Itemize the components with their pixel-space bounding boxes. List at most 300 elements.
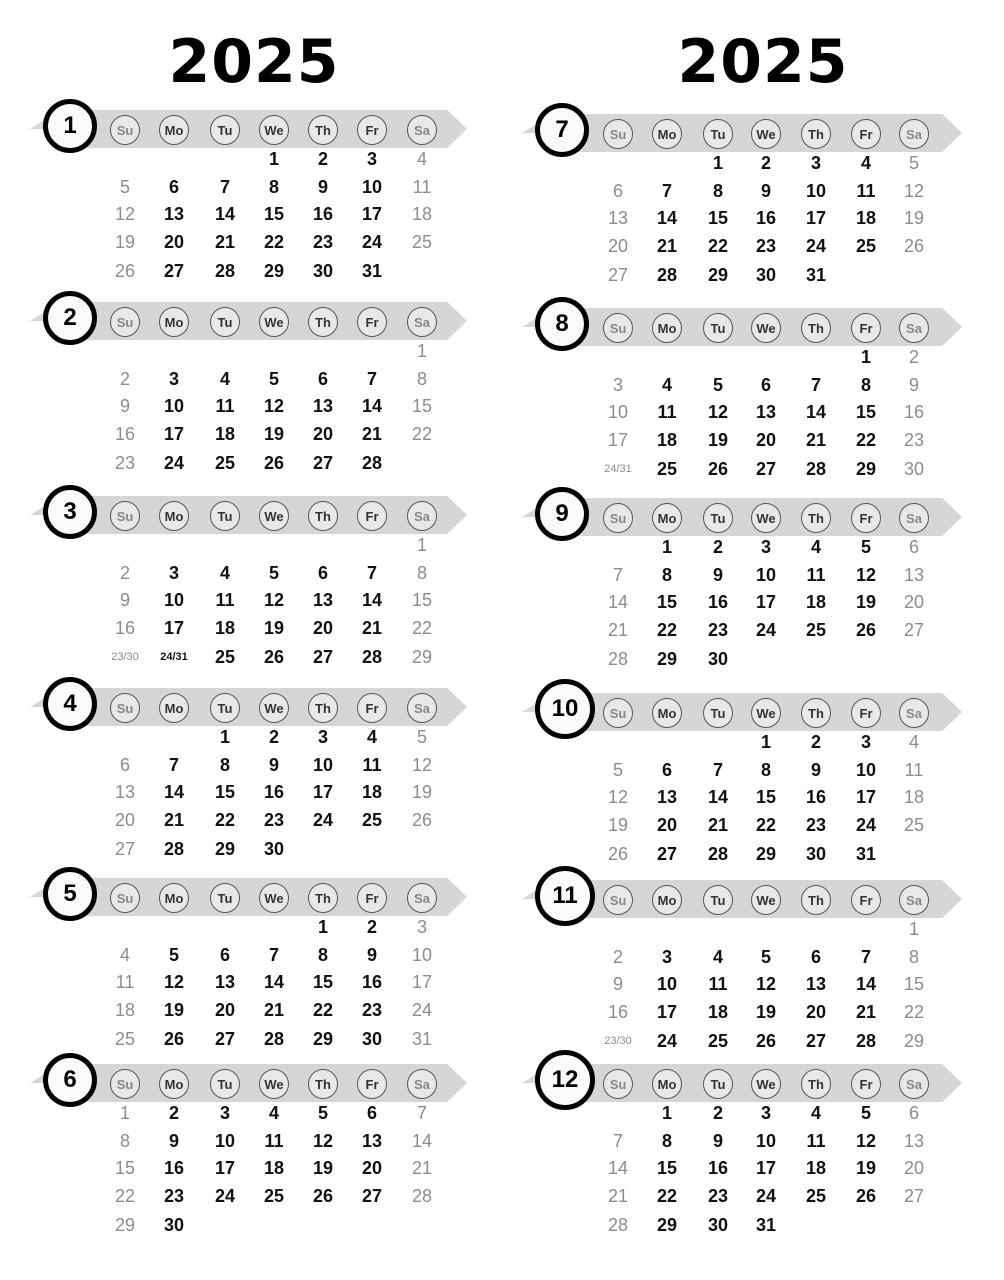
day-cell: 6: [760, 375, 771, 395]
day-cell: 2: [119, 369, 130, 389]
day-cell: 11: [264, 1131, 284, 1151]
day-cell: 16: [805, 787, 827, 807]
day-cell: 24: [805, 236, 827, 256]
day-cell: 8: [760, 760, 771, 780]
day-cell: 19: [755, 1002, 777, 1022]
day-cell: 4: [810, 1103, 821, 1123]
day-cell: 22: [214, 810, 236, 830]
day-cell: 3: [366, 149, 377, 169]
day-cell: 18: [805, 1158, 827, 1178]
day-header-tu: Tu: [703, 698, 733, 728]
day-cell: 29: [656, 649, 678, 669]
day-header-we: We: [259, 115, 289, 145]
day-header-fr: Fr: [357, 501, 387, 531]
day-cell: 31: [755, 1215, 777, 1235]
day-cell: 20: [114, 810, 136, 830]
day-cell: 14: [361, 396, 383, 416]
day-cell: 19: [263, 424, 285, 444]
day-header-we: We: [259, 883, 289, 913]
day-cell: 17: [805, 208, 827, 228]
day-cell: 3: [760, 537, 771, 557]
day-cell: 29: [903, 1031, 925, 1051]
day-cell: 19: [114, 232, 136, 252]
day-cell: 26: [114, 261, 136, 281]
day-cell: 7: [416, 1103, 427, 1123]
day-header-we: We: [259, 307, 289, 337]
day-cell: 24: [214, 1186, 236, 1206]
day-cell: 5: [712, 375, 723, 395]
day-header-fr: Fr: [357, 307, 387, 337]
day-cell: 4: [860, 153, 871, 173]
day-cell: 8: [712, 181, 723, 201]
day-cell: 5: [860, 1103, 871, 1123]
day-cell: 29: [855, 459, 877, 479]
day-cell: 15: [263, 204, 285, 224]
day-header-sa: Sa: [899, 313, 929, 343]
day-cell: 6: [612, 181, 623, 201]
day-cell: 17: [163, 618, 185, 638]
day-cell: 25: [361, 810, 383, 830]
month-number-badge: 2: [43, 291, 97, 345]
month-4: [0, 678, 502, 868]
day-cell: 28: [411, 1186, 433, 1206]
day-cell: 28: [263, 1029, 285, 1049]
day-cell: 24: [361, 232, 383, 252]
day-header-su: Su: [603, 119, 633, 149]
day-cell: 10: [214, 1131, 236, 1151]
day-cell: 21: [855, 1002, 877, 1022]
day-header-mo: Mo: [159, 1069, 189, 1099]
day-cell: 15: [755, 787, 777, 807]
year-title-left: 2025: [168, 27, 340, 97]
day-cell: 18: [263, 1158, 285, 1178]
day-header-fr: Fr: [357, 883, 387, 913]
day-cell: 30: [707, 649, 729, 669]
day-header-tu: Tu: [703, 1069, 733, 1099]
day-header-th: Th: [801, 503, 831, 533]
day-cell: 10: [361, 177, 383, 197]
day-cell: 28: [361, 647, 383, 667]
month-1: [0, 100, 502, 290]
day-cell: 7: [712, 760, 723, 780]
day-header-tu: Tu: [210, 307, 240, 337]
day-cell: 29: [755, 844, 777, 864]
day-cell: 20: [163, 232, 185, 252]
day-cell: 16: [263, 782, 285, 802]
day-header-su: Su: [603, 885, 633, 915]
day-header-we: We: [751, 885, 781, 915]
day-cell: 13: [903, 1131, 925, 1151]
day-cell: 5: [908, 153, 919, 173]
day-cell: 2: [908, 347, 919, 367]
day-cell: 25: [114, 1029, 136, 1049]
day-cell: 16: [755, 208, 777, 228]
day-cell: 15: [114, 1158, 136, 1178]
day-cell: 1: [661, 537, 672, 557]
day-header-tu: Tu: [703, 313, 733, 343]
day-header-fr: Fr: [851, 885, 881, 915]
day-cell: 26: [755, 1031, 777, 1051]
day-cell: 3: [860, 732, 871, 752]
day-cell: 22: [656, 1186, 678, 1206]
day-cell: 15: [855, 402, 877, 422]
day-cell: 31: [411, 1029, 433, 1049]
day-header-su: Su: [110, 1069, 140, 1099]
day-cell: 27: [214, 1029, 236, 1049]
day-cell: 15: [214, 782, 236, 802]
day-header-we: We: [751, 1069, 781, 1099]
day-header-th: Th: [801, 119, 831, 149]
day-cell: 28: [361, 453, 383, 473]
day-header-sa: Sa: [899, 885, 929, 915]
day-cell: 9: [712, 1131, 723, 1151]
day-cell: 15: [656, 1158, 678, 1178]
day-cell: 16: [707, 1158, 729, 1178]
day-cell: 22: [656, 620, 678, 640]
day-cell: 4: [268, 1103, 279, 1123]
day-cell: 25: [855, 236, 877, 256]
day-cell: 27: [114, 839, 136, 859]
day-cell: 13: [114, 782, 136, 802]
day-cell: 6: [810, 947, 821, 967]
month-number-badge: 10: [535, 679, 595, 739]
day-cell: 20: [656, 815, 678, 835]
day-cell: 10: [607, 402, 629, 422]
day-header-sa: Sa: [407, 693, 437, 723]
day-cell: 29: [411, 647, 433, 667]
day-cell: 20: [361, 1158, 383, 1178]
day-cell: 20: [312, 618, 334, 638]
day-cell: 9: [119, 590, 130, 610]
day-cell: 6: [317, 563, 328, 583]
day-cell: 14: [707, 787, 729, 807]
day-cell: 6: [661, 760, 672, 780]
day-cell: 3: [661, 947, 672, 967]
day-cell: 25: [805, 1186, 827, 1206]
day-cell: 26: [855, 620, 877, 640]
day-cell: 3: [760, 1103, 771, 1123]
day-cell: 8: [416, 563, 427, 583]
day-cell: 21: [607, 620, 629, 640]
day-cell: 17: [312, 782, 334, 802]
day-cell: 23/30: [111, 651, 139, 663]
day-cell: 4: [908, 732, 919, 752]
day-cell: 16: [114, 424, 136, 444]
day-cell: 6: [119, 755, 130, 775]
day-header-th: Th: [801, 698, 831, 728]
day-cell: 18: [114, 1000, 136, 1020]
day-cell: 25: [411, 232, 433, 252]
day-cell: 28: [805, 459, 827, 479]
day-header-su: Su: [110, 693, 140, 723]
day-cell: 28: [707, 844, 729, 864]
day-cell: 24: [312, 810, 334, 830]
day-cell: 25: [656, 459, 678, 479]
day-cell: 9: [119, 396, 130, 416]
day-cell: 12: [855, 565, 877, 585]
day-cell: 9: [612, 974, 623, 994]
day-header-th: Th: [308, 1069, 338, 1099]
day-cell: 14: [607, 592, 629, 612]
day-cell: 17: [361, 204, 383, 224]
right-column: [502, 0, 1004, 1280]
day-cell: 7: [366, 369, 377, 389]
day-cell: 5: [168, 945, 179, 965]
day-cell: 21: [163, 810, 185, 830]
day-cell: 3: [219, 1103, 230, 1123]
day-cell: 11: [904, 760, 924, 780]
day-cell: 12: [755, 974, 777, 994]
day-cell: 13: [214, 972, 236, 992]
day-cell: 26: [263, 647, 285, 667]
day-cell: 16: [312, 204, 334, 224]
day-cell: 23: [707, 1186, 729, 1206]
day-cell: 29: [707, 265, 729, 285]
day-cell: 21: [656, 236, 678, 256]
day-cell: 18: [707, 1002, 729, 1022]
day-cell: 17: [163, 424, 185, 444]
day-cell: 19: [607, 815, 629, 835]
day-header-su: Su: [603, 1069, 633, 1099]
day-cell: 4: [366, 727, 377, 747]
day-cell: 17: [755, 592, 777, 612]
day-cell: 22: [411, 424, 433, 444]
day-cell: 9: [760, 181, 771, 201]
day-cell: 4: [219, 563, 230, 583]
day-cell: 19: [312, 1158, 334, 1178]
day-cell: 9: [366, 945, 377, 965]
day-cell: 11: [362, 755, 382, 775]
day-header-mo: Mo: [652, 698, 682, 728]
day-cell: 6: [168, 177, 179, 197]
day-cell: 23: [755, 236, 777, 256]
day-cell: 28: [163, 839, 185, 859]
day-header-tu: Tu: [703, 503, 733, 533]
day-cell: 18: [903, 787, 925, 807]
day-cell: 8: [661, 1131, 672, 1151]
day-cell: 15: [411, 396, 433, 416]
day-cell: 7: [612, 1131, 623, 1151]
day-cell: 2: [612, 947, 623, 967]
day-cell: 17: [214, 1158, 236, 1178]
day-cell: 13: [163, 204, 185, 224]
day-cell: 8: [661, 565, 672, 585]
day-cell: 1: [416, 535, 427, 555]
day-cell: 10: [163, 590, 185, 610]
day-cell: 10: [755, 1131, 777, 1151]
day-header-tu: Tu: [703, 119, 733, 149]
day-cell: 11: [215, 590, 235, 610]
day-cell: 10: [805, 181, 827, 201]
day-cell: 19: [903, 208, 925, 228]
day-cell: 9: [268, 755, 279, 775]
day-cell: 8: [416, 369, 427, 389]
day-cell: 6: [908, 1103, 919, 1123]
day-header-mo: Mo: [652, 119, 682, 149]
day-cell: 22: [263, 232, 285, 252]
day-cell: 2: [760, 153, 771, 173]
day-header-fr: Fr: [851, 503, 881, 533]
day-header-th: Th: [308, 693, 338, 723]
day-cell: 29: [214, 839, 236, 859]
day-cell: 22: [903, 1002, 925, 1022]
day-header-mo: Mo: [159, 115, 189, 145]
day-cell: 30: [263, 839, 285, 859]
day-header-fr: Fr: [357, 115, 387, 145]
day-cell: 24: [755, 620, 777, 640]
day-cell: 30: [361, 1029, 383, 1049]
day-cell: 27: [163, 261, 185, 281]
day-cell: 14: [214, 204, 236, 224]
day-cell: 23/30: [604, 1035, 632, 1047]
day-cell: 18: [855, 208, 877, 228]
day-cell: 26: [263, 453, 285, 473]
day-cell: 1: [712, 153, 723, 173]
day-cell: 1: [119, 1103, 130, 1123]
day-cell: 13: [361, 1131, 383, 1151]
day-cell: 5: [268, 563, 279, 583]
day-header-su: Su: [603, 503, 633, 533]
day-header-sa: Sa: [407, 1069, 437, 1099]
day-header-tu: Tu: [210, 693, 240, 723]
day-cell: 28: [607, 649, 629, 669]
day-cell: 21: [805, 430, 827, 450]
day-cell: 6: [366, 1103, 377, 1123]
day-cell: 16: [361, 972, 383, 992]
day-cell: 26: [163, 1029, 185, 1049]
day-cell: 16: [903, 402, 925, 422]
day-header-sa: Sa: [899, 119, 929, 149]
day-cell: 1: [760, 732, 771, 752]
day-cell: 1: [268, 149, 279, 169]
day-cell: 4: [119, 945, 130, 965]
day-cell: 24/31: [160, 651, 188, 663]
day-cell: 17: [656, 1002, 678, 1022]
day-cell: 19: [263, 618, 285, 638]
day-header-we: We: [259, 693, 289, 723]
day-header-we: We: [751, 503, 781, 533]
day-cell: 14: [263, 972, 285, 992]
month-number-badge: 8: [535, 297, 589, 351]
day-cell: 27: [312, 453, 334, 473]
day-cell: 31: [361, 261, 383, 281]
day-cell: 20: [903, 592, 925, 612]
day-cell: 12: [114, 204, 136, 224]
day-cell: 30: [755, 265, 777, 285]
day-header-th: Th: [308, 501, 338, 531]
day-cell: 1: [219, 727, 230, 747]
day-cell: 18: [411, 204, 433, 224]
day-cell: 6: [908, 537, 919, 557]
day-cell: 7: [219, 177, 230, 197]
day-cell: 26: [707, 459, 729, 479]
day-cell: 7: [268, 945, 279, 965]
day-cell: 13: [607, 208, 629, 228]
day-header-tu: Tu: [210, 1069, 240, 1099]
day-cell: 12: [707, 402, 729, 422]
day-cell: 21: [361, 424, 383, 444]
day-cell: 22: [411, 618, 433, 638]
month-number-badge: 5: [43, 867, 97, 921]
day-cell: 4: [810, 537, 821, 557]
day-cell: 3: [317, 727, 328, 747]
day-cell: 14: [607, 1158, 629, 1178]
day-header-su: Su: [603, 698, 633, 728]
day-cell: 12: [607, 787, 629, 807]
day-cell: 19: [855, 1158, 877, 1178]
day-cell: 6: [317, 369, 328, 389]
day-cell: 17: [607, 430, 629, 450]
day-header-we: We: [751, 313, 781, 343]
day-cell: 11: [806, 1131, 826, 1151]
day-cell: 31: [855, 844, 877, 864]
day-cell: 8: [119, 1131, 130, 1151]
day-cell: 7: [810, 375, 821, 395]
day-cell: 8: [317, 945, 328, 965]
day-header-mo: Mo: [652, 503, 682, 533]
day-cell: 24/31: [604, 463, 632, 475]
day-cell: 22: [707, 236, 729, 256]
day-cell: 2: [712, 537, 723, 557]
day-cell: 16: [607, 1002, 629, 1022]
day-cell: 20: [903, 1158, 925, 1178]
day-cell: 3: [810, 153, 821, 173]
day-header-mo: Mo: [652, 313, 682, 343]
day-cell: 24: [855, 815, 877, 835]
day-cell: 11: [708, 974, 728, 994]
day-cell: 11: [657, 402, 677, 422]
day-header-we: We: [751, 119, 781, 149]
day-cell: 25: [214, 453, 236, 473]
month-12: [502, 1054, 1004, 1244]
day-header-su: Su: [110, 883, 140, 913]
day-cell: 10: [312, 755, 334, 775]
day-cell: 15: [903, 974, 925, 994]
day-cell: 23: [312, 232, 334, 252]
day-cell: 30: [805, 844, 827, 864]
day-cell: 15: [656, 592, 678, 612]
day-cell: 1: [416, 341, 427, 361]
day-cell: 13: [656, 787, 678, 807]
day-header-sa: Sa: [899, 698, 929, 728]
day-cell: 24: [411, 1000, 433, 1020]
day-cell: 19: [855, 592, 877, 612]
day-cell: 10: [656, 974, 678, 994]
day-header-sa: Sa: [407, 307, 437, 337]
day-cell: 20: [214, 1000, 236, 1020]
day-cell: 21: [707, 815, 729, 835]
day-cell: 13: [805, 974, 827, 994]
day-cell: 21: [361, 618, 383, 638]
day-cell: 23: [707, 620, 729, 640]
month-2: [0, 292, 502, 482]
day-cell: 17: [755, 1158, 777, 1178]
day-cell: 29: [114, 1215, 136, 1235]
month-11: [502, 870, 1004, 1060]
day-cell: 23: [114, 453, 136, 473]
day-cell: 17: [855, 787, 877, 807]
day-cell: 1: [908, 919, 919, 939]
day-header-mo: Mo: [159, 883, 189, 913]
month-number-badge: 4: [43, 677, 97, 731]
day-cell: 5: [416, 727, 427, 747]
day-cell: 3: [168, 369, 179, 389]
day-cell: 26: [607, 844, 629, 864]
day-cell: 5: [317, 1103, 328, 1123]
day-header-su: Su: [110, 501, 140, 531]
day-header-th: Th: [801, 885, 831, 915]
day-cell: 5: [760, 947, 771, 967]
